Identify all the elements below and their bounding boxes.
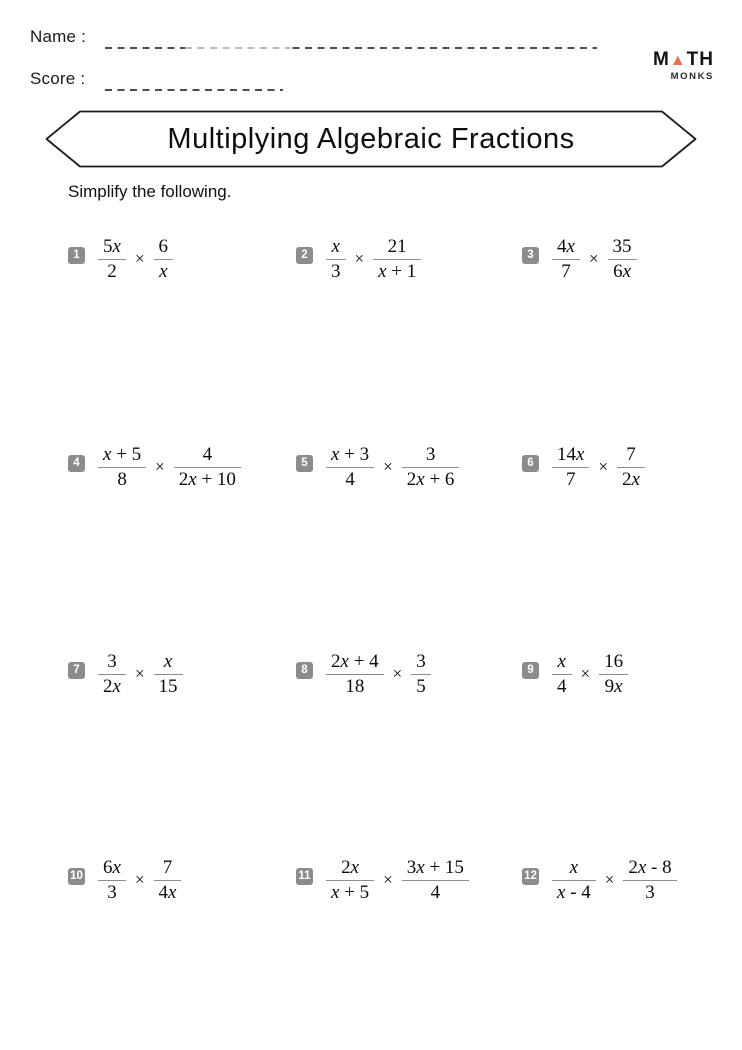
fraction-bar [174,467,241,468]
fraction-numerator: 5x [103,235,121,257]
fraction-numerator: x [163,650,173,672]
fraction-numerator: 2x + 4 [331,650,379,672]
multiply-operator: × [134,870,145,889]
problem-number-badge: 9 [522,662,539,679]
fraction-bar [98,674,126,675]
fraction-denominator: 6x [613,260,631,282]
fraction-denominator: 2x + 10 [178,468,236,490]
fraction-numerator: 3x + 15 [406,856,464,878]
fraction-bar [154,674,183,675]
fraction-numerator: 14x [557,443,585,465]
fraction-denominator: 4 [430,881,441,903]
problem [68,232,173,286]
fraction-bar [623,880,676,881]
problem-number-badge: 5 [296,455,313,472]
problem [296,232,421,286]
problem-number-badge: 11 [296,868,313,885]
fraction-1 [326,857,374,904]
fraction-numerator: 3 [416,650,426,672]
fraction-denominator: 2x [622,468,640,490]
fraction-denominator: 3 [645,881,655,903]
multiply-operator: × [383,457,393,476]
page-title: Multiplying Algebraic Fractions [167,122,575,155]
problem [68,853,181,907]
fraction-denominator: x [159,260,168,282]
fraction-2 [154,857,182,904]
fraction-1 [552,857,596,904]
fraction-bar [326,467,374,468]
fraction-numerator: 35 [612,235,632,257]
fraction-numerator: 2x [341,856,360,878]
problem-number-badge: 2 [296,247,313,264]
problem [522,853,677,907]
fraction-denominator: x + 5 [331,881,370,903]
fraction-1 [98,857,126,904]
multiply-operator: × [155,457,165,476]
fraction-2 [402,857,469,904]
fraction-denominator: 2x + 6 [406,468,455,490]
fraction-bar [617,467,645,468]
multiply-operator: × [598,457,609,476]
problem [68,647,183,701]
fraction-bar [599,674,628,675]
multiply-operator: × [580,664,591,683]
fraction-numerator: x + 5 [103,443,142,465]
fraction-numerator: 6x [103,856,121,878]
problem-number-badge: 10 [68,868,85,885]
fraction-denominator: x - 4 [557,881,591,903]
fraction-denominator: 18 [345,675,365,697]
name-label: Name : [30,27,86,46]
fraction-1 [552,651,572,698]
fraction-denominator: 2x [103,675,121,697]
fraction-2 [608,236,637,283]
fraction-1 [326,651,384,698]
score-label: Score : [30,69,86,88]
fraction-2 [617,444,645,491]
fraction-numerator: 16 [604,650,624,672]
fraction-denominator: x + 1 [378,260,417,282]
fraction-2 [402,444,460,491]
problem [522,647,628,701]
fraction-1 [552,444,589,491]
fraction-1 [98,444,146,491]
fraction-bar [326,674,384,675]
fraction-bar [373,259,421,260]
fraction-numerator: 2x - 8 [628,856,672,878]
fraction-denominator: 15 [158,675,178,697]
fraction-numerator: 3 [425,443,436,465]
fraction-bar [98,880,126,881]
fraction-2 [599,651,628,698]
problem-number-badge: 4 [68,455,85,472]
fraction-bar [154,880,182,881]
fraction-numerator: 7 [162,856,173,878]
fraction-2 [623,857,676,904]
problem [296,440,459,494]
fraction-2 [154,651,183,698]
logo-triangle-icon: ▲ [669,52,687,69]
fraction-bar [552,674,572,675]
fraction-bar [402,880,469,881]
fraction-bar [98,467,146,468]
fraction-bar [552,880,596,881]
fraction-numerator: x [331,235,340,257]
fraction-bar [608,259,637,260]
fraction-denominator: 5 [416,675,426,697]
multiply-operator: × [354,249,365,268]
logo-word-math: M▲TH [653,49,714,70]
fraction-numerator: 21 [387,235,407,257]
problem [68,440,241,494]
problem-number-badge: 6 [522,455,539,472]
problem-number-badge: 8 [296,662,313,679]
problem-number-badge: 3 [522,247,539,264]
fraction-bar [411,674,431,675]
multiply-operator: × [383,870,393,889]
fraction-2 [154,236,174,283]
fraction-denominator: 9x [604,675,623,697]
fraction-1 [552,236,580,283]
fraction-2 [411,651,431,698]
fraction-denominator: 4 [557,675,567,697]
instruction-text: Simplify the following. [68,182,232,201]
multiply-operator: × [604,870,615,889]
fraction-denominator: 2 [107,260,117,282]
logo-word-monks: MONKS [670,71,714,82]
fraction-2 [174,444,241,491]
fraction-denominator: 7 [565,468,576,490]
problem [296,853,469,907]
multiply-operator: × [588,249,599,268]
fraction-denominator: 4x [158,881,177,903]
problem-number-badge: 1 [68,247,85,264]
fraction-bar [326,259,346,260]
fraction-numerator: 4x [557,235,575,257]
fraction-1 [98,651,126,698]
fraction-numerator: x [569,856,579,878]
fraction-bar [552,259,580,260]
fraction-denominator: 8 [117,468,127,490]
fraction-1 [98,236,126,283]
fraction-bar [552,467,589,468]
fraction-bar [154,259,174,260]
fraction-1 [326,444,374,491]
fraction-numerator: 7 [626,443,636,465]
fraction-denominator: 4 [345,468,355,490]
multiply-operator: × [134,664,145,683]
fraction-bar [402,467,460,468]
fraction-numerator: 4 [202,443,213,465]
problem [522,232,637,286]
problem [296,647,431,701]
fraction-numerator: x [557,650,566,672]
fraction-numerator: 6 [158,235,169,257]
problem [522,440,645,494]
problem-number-badge: 7 [68,662,85,679]
fraction-numerator: x + 3 [331,443,370,465]
multiply-operator: × [134,249,145,268]
problem-number-badge: 12 [522,868,539,885]
fraction-bar [98,259,126,260]
fraction-numerator: 3 [107,650,117,672]
multiply-operator: × [392,664,403,683]
fraction-denominator: 3 [107,881,117,903]
fraction-denominator: 3 [331,260,341,282]
fraction-denominator: 7 [561,260,571,282]
fraction-2 [373,236,421,283]
fraction-bar [326,880,374,881]
fraction-1 [326,236,346,283]
